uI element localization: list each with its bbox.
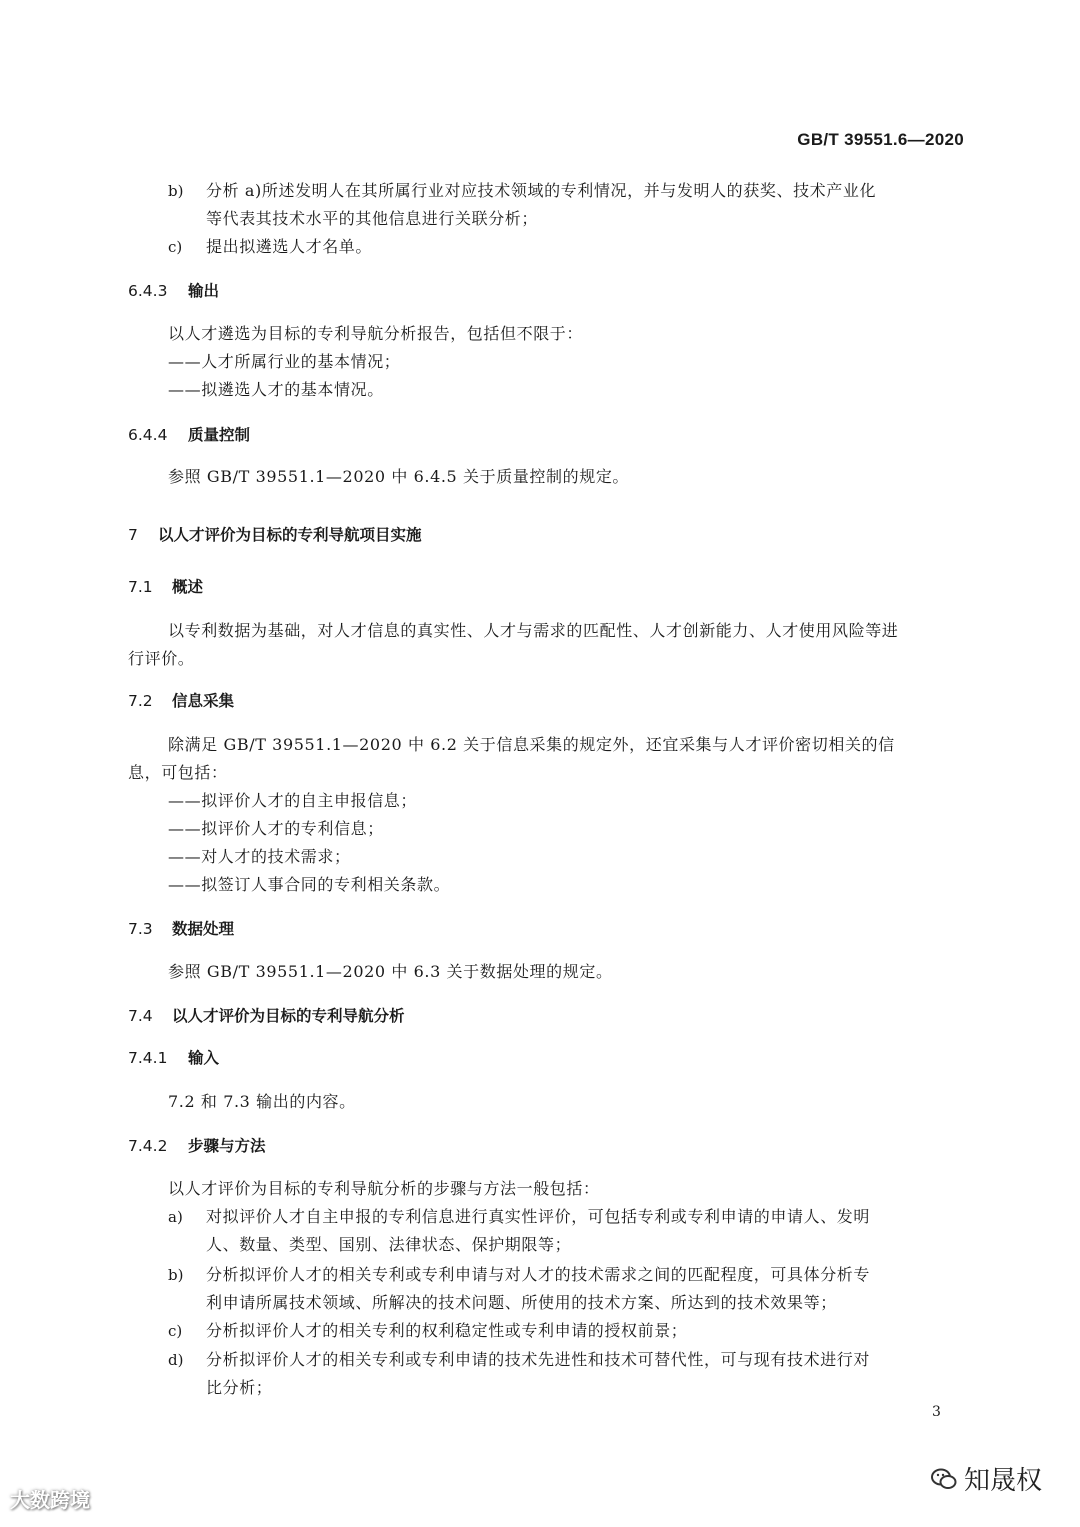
item-d-line-1: 分析拟评价人才的相关专利或专利申请的技术先进性和技术可替代性，可与现有技术进行对 [206,1350,871,1369]
dash-item: ——拟遴选人才的基本情况。 [168,380,384,399]
wechat-icon [930,1467,958,1491]
paragraph-7-1-line-2: 行评价。 [128,649,195,668]
heading-number: 7.2 [128,692,153,710]
item-a-line-1: 对拟评价人才自主申报的专利信息进行真实性评价，可包括专利或专利申请的申请人、发明 [206,1207,871,1226]
heading-7-2 [128,690,234,712]
paragraph-7-4-1: 7.2 和 7.3 输出的内容。 [168,1092,356,1111]
heading-number: 7.4.2 [128,1137,168,1155]
paragraph-7-2-line-2: 息，可包括： [128,763,228,782]
heading-number: 7 [128,526,138,544]
heading-7-4 [128,1005,405,1027]
heading-title: 以人才评价为目标的专利导航分析 [172,1007,405,1025]
item-b-line-1: 分析拟评价人才的相关专利或专利申请与对人才的技术需求之间的匹配程度，可具体分析专 [206,1265,871,1284]
heading-title: 输入 [188,1049,220,1067]
item-c-line-1: 提出拟遴选人才名单。 [206,237,373,256]
heading-7-3 [128,918,234,940]
heading-title: 概述 [172,578,204,596]
paragraph-7-1-line-1: 以专利数据为基础，对人才信息的真实性、人才与需求的匹配性、人才创新能力、人才使用风险等进 [168,621,899,640]
heading-number: 7.4 [128,1007,153,1025]
heading-number: 6.4.4 [128,426,168,444]
item-b-line-2: 等代表其技术水平的其他信息进行关联分析； [206,209,539,228]
dash-item: ——对人才的技术需求； [168,847,351,866]
heading-title: 数据处理 [172,920,235,938]
dash-item: ——拟评价人才的自主申报信息； [168,791,418,810]
list-label-a: a) [168,1208,183,1226]
heading-title: 信息采集 [172,692,235,710]
standard-number: GB/T 39551.6—2020 [797,130,964,149]
heading-7-1 [128,576,203,598]
heading-7-4-2 [128,1135,266,1157]
heading-6-4-3 [128,280,219,302]
heading-title: 质量控制 [188,426,251,444]
heading-number: 7.3 [128,920,153,938]
paragraph-7-2-line-1: 除满足 GB/T 39551.1—2020 中 6.2 关于信息采集的规定外，还宜采集与人才评价密切相关的信 [168,735,895,754]
watermark-right-text: 知晟权 [964,1466,1043,1496]
page-number: 3 [932,1404,941,1420]
heading-6-4-4 [128,424,250,446]
heading-title: 步骤与方法 [188,1137,266,1155]
heading-number: 7.4.1 [128,1049,168,1067]
heading-title: 输出 [188,282,220,300]
watermark-right [930,1460,1042,1497]
paragraph-7-3: 参照 GB/T 39551.1—2020 中 6.3 关于数据处理的规定。 [168,962,613,981]
list-label-b: b) [168,1266,184,1284]
heading-number: 7.1 [128,578,153,596]
item-b-line-1: 分析 a)所述发明人在其所属行业对应技术领域的专利情况，并与发明人的获奖、技术产业化 [206,181,877,200]
list-label-b: b) [168,182,184,200]
watermark-left: 大数跨境 [10,1488,90,1512]
heading-number: 6.4.3 [128,282,168,300]
paragraph-6-4-3: 以人才遴选为目标的专利导航分析报告，包括但不限于： [168,324,584,343]
heading-title: 以人才评价为目标的专利导航项目实施 [158,526,422,544]
item-a-line-2: 人、数量、类型、国别、法律状态、保护期限等； [206,1235,572,1254]
list-label-d: d) [168,1351,184,1369]
dash-item: ——拟评价人才的专利信息； [168,819,384,838]
paragraph-6-4-4: 参照 GB/T 39551.1—2020 中 6.4.5 关于质量控制的规定。 [168,467,630,486]
item-d-line-2: 比分析； [206,1378,273,1397]
item-b-line-2: 利申请所属技术领域、所解决的技术问题、所使用的技术方案、所达到的技术效果等； [206,1293,837,1312]
heading-7 [128,524,422,546]
list-label-c: c) [168,1322,183,1340]
dash-item: ——人才所属行业的基本情况； [168,352,401,371]
heading-7-4-1 [128,1047,219,1069]
item-c-line-1: 分析拟评价人才的相关专利的权利稳定性或专利申请的授权前景； [206,1321,688,1340]
list-label-c: c) [168,238,183,256]
dash-item: ——拟签订人事合同的专利相关条款。 [168,875,451,894]
paragraph-7-4-2: 以人才评价为目标的专利导航分析的步骤与方法一般包括： [168,1179,600,1198]
